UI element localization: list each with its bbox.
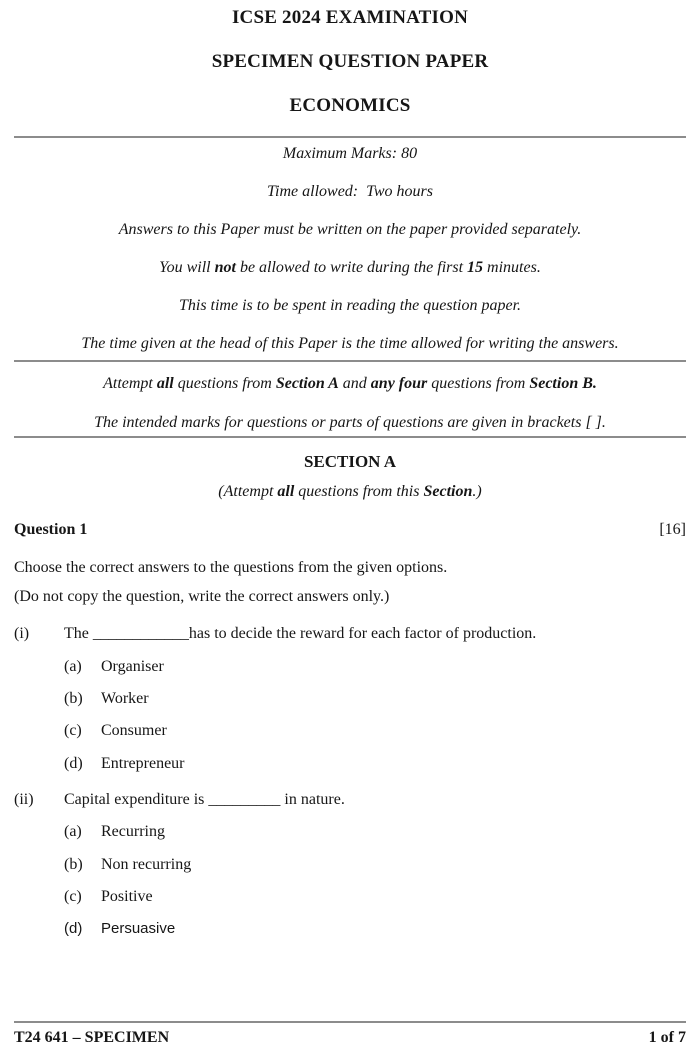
option-text: Entrepreneur [101,755,185,772]
exam-title: ICSE 2024 EXAMINATION [231,7,469,28]
option-label: (a) [64,658,82,675]
text-segment-bold: not [214,259,236,276]
text-segment: minutes. [483,259,541,276]
section-a-heading: SECTION A [303,452,397,471]
page-number: 1 of 7 [648,1029,686,1046]
option-label: (c) [64,888,82,905]
option-label: (d) [64,755,83,772]
attempt-sections-line [14,374,686,394]
subquestion-i-option-a [14,658,686,676]
option-text: Consumer [101,722,167,739]
option-label: (c) [64,722,82,739]
subquestion-i-option-c [14,722,686,740]
subquestion-i-option-d [14,755,686,773]
text-segment: be allowed to write during the first [235,259,468,276]
option-text: Non recurring [101,856,192,873]
text-segment: You will [159,259,215,276]
text-segment: .) [472,483,482,500]
page-footer [14,1021,686,1048]
text-segment: Attempt [103,375,157,392]
subquestion-ii-option-a [14,823,686,841]
option-text: Positive [101,888,153,905]
text-segment: questions from [173,375,276,392]
question-1-header [14,521,686,539]
reading-time-line: This time is to be spent in reading the question paper. [178,297,522,314]
question-1-note: (Do not copy the question, write the correct answers only.) [14,588,390,605]
question-1-label: Question 1 [14,521,88,538]
subquestion-ii-option-c [14,888,686,906]
subquestion-i-number: (i) [14,625,30,642]
divider-middle-2 [14,436,686,438]
subject-title: ECONOMICS [289,95,411,116]
max-marks-line: Maximum Marks: 80 [282,145,418,162]
text-segment: questions from this [294,483,424,500]
text-segment: and [338,375,371,392]
time-allowed-line: Time allowed: Two hours [267,183,433,200]
divider-middle-1 [14,360,686,362]
text-segment-bold: Section [423,483,473,500]
text-segment-bold: Section B. [529,375,597,392]
attempt-instructions [14,374,686,433]
document-code: T24 641 – SPECIMEN [14,1029,170,1046]
text-segment-bold: all [156,375,174,392]
section-a-subheading [14,482,686,502]
subquestion-ii-option-d [14,920,686,937]
text-segment-bold: Section A [275,375,339,392]
text-segment: questions from [427,375,530,392]
subquestion-i [14,625,686,643]
text-segment: (Attempt [218,483,278,500]
question-1-intro: Choose the correct answers to the questions from the given options. [14,559,448,576]
answers-note-line: Answers to this Paper must be written on the paper provided separately. [118,221,582,238]
question-1-marks: [16] [659,521,686,538]
no-write-note-line [14,258,686,278]
divider-top [14,136,686,138]
general-instructions [14,144,686,354]
subquestion-ii-option-b [14,856,686,874]
subquestion-i-text: The ____________has to decide the reward for each factor of production. [64,625,537,642]
option-text: Persuasive [101,920,176,937]
option-text: Recurring [101,823,165,840]
subquestion-i-option-b [14,690,686,708]
option-label: (d) [64,920,83,937]
text-segment-bold: any four [370,375,428,392]
text-segment-bold: 15 [467,259,484,276]
writing-time-line: The time given at the head of this Paper is the time allowed for writing the answers. [81,335,619,352]
subquestion-ii-number: (ii) [14,791,34,808]
option-label: (a) [64,823,82,840]
subquestion-ii [14,791,686,809]
intended-marks-line: The intended marks for questions or parts of questions are given in brackets [ ]. [94,414,606,431]
option-text: Organiser [101,658,164,675]
paper-type-title: SPECIMEN QUESTION PAPER [211,51,489,72]
subquestion-ii-text: Capital expenditure is _________ in nature. [64,791,345,808]
option-label: (b) [64,856,83,873]
option-label: (b) [64,690,83,707]
option-text: Worker [101,690,149,707]
text-segment-bold: all [277,483,295,500]
